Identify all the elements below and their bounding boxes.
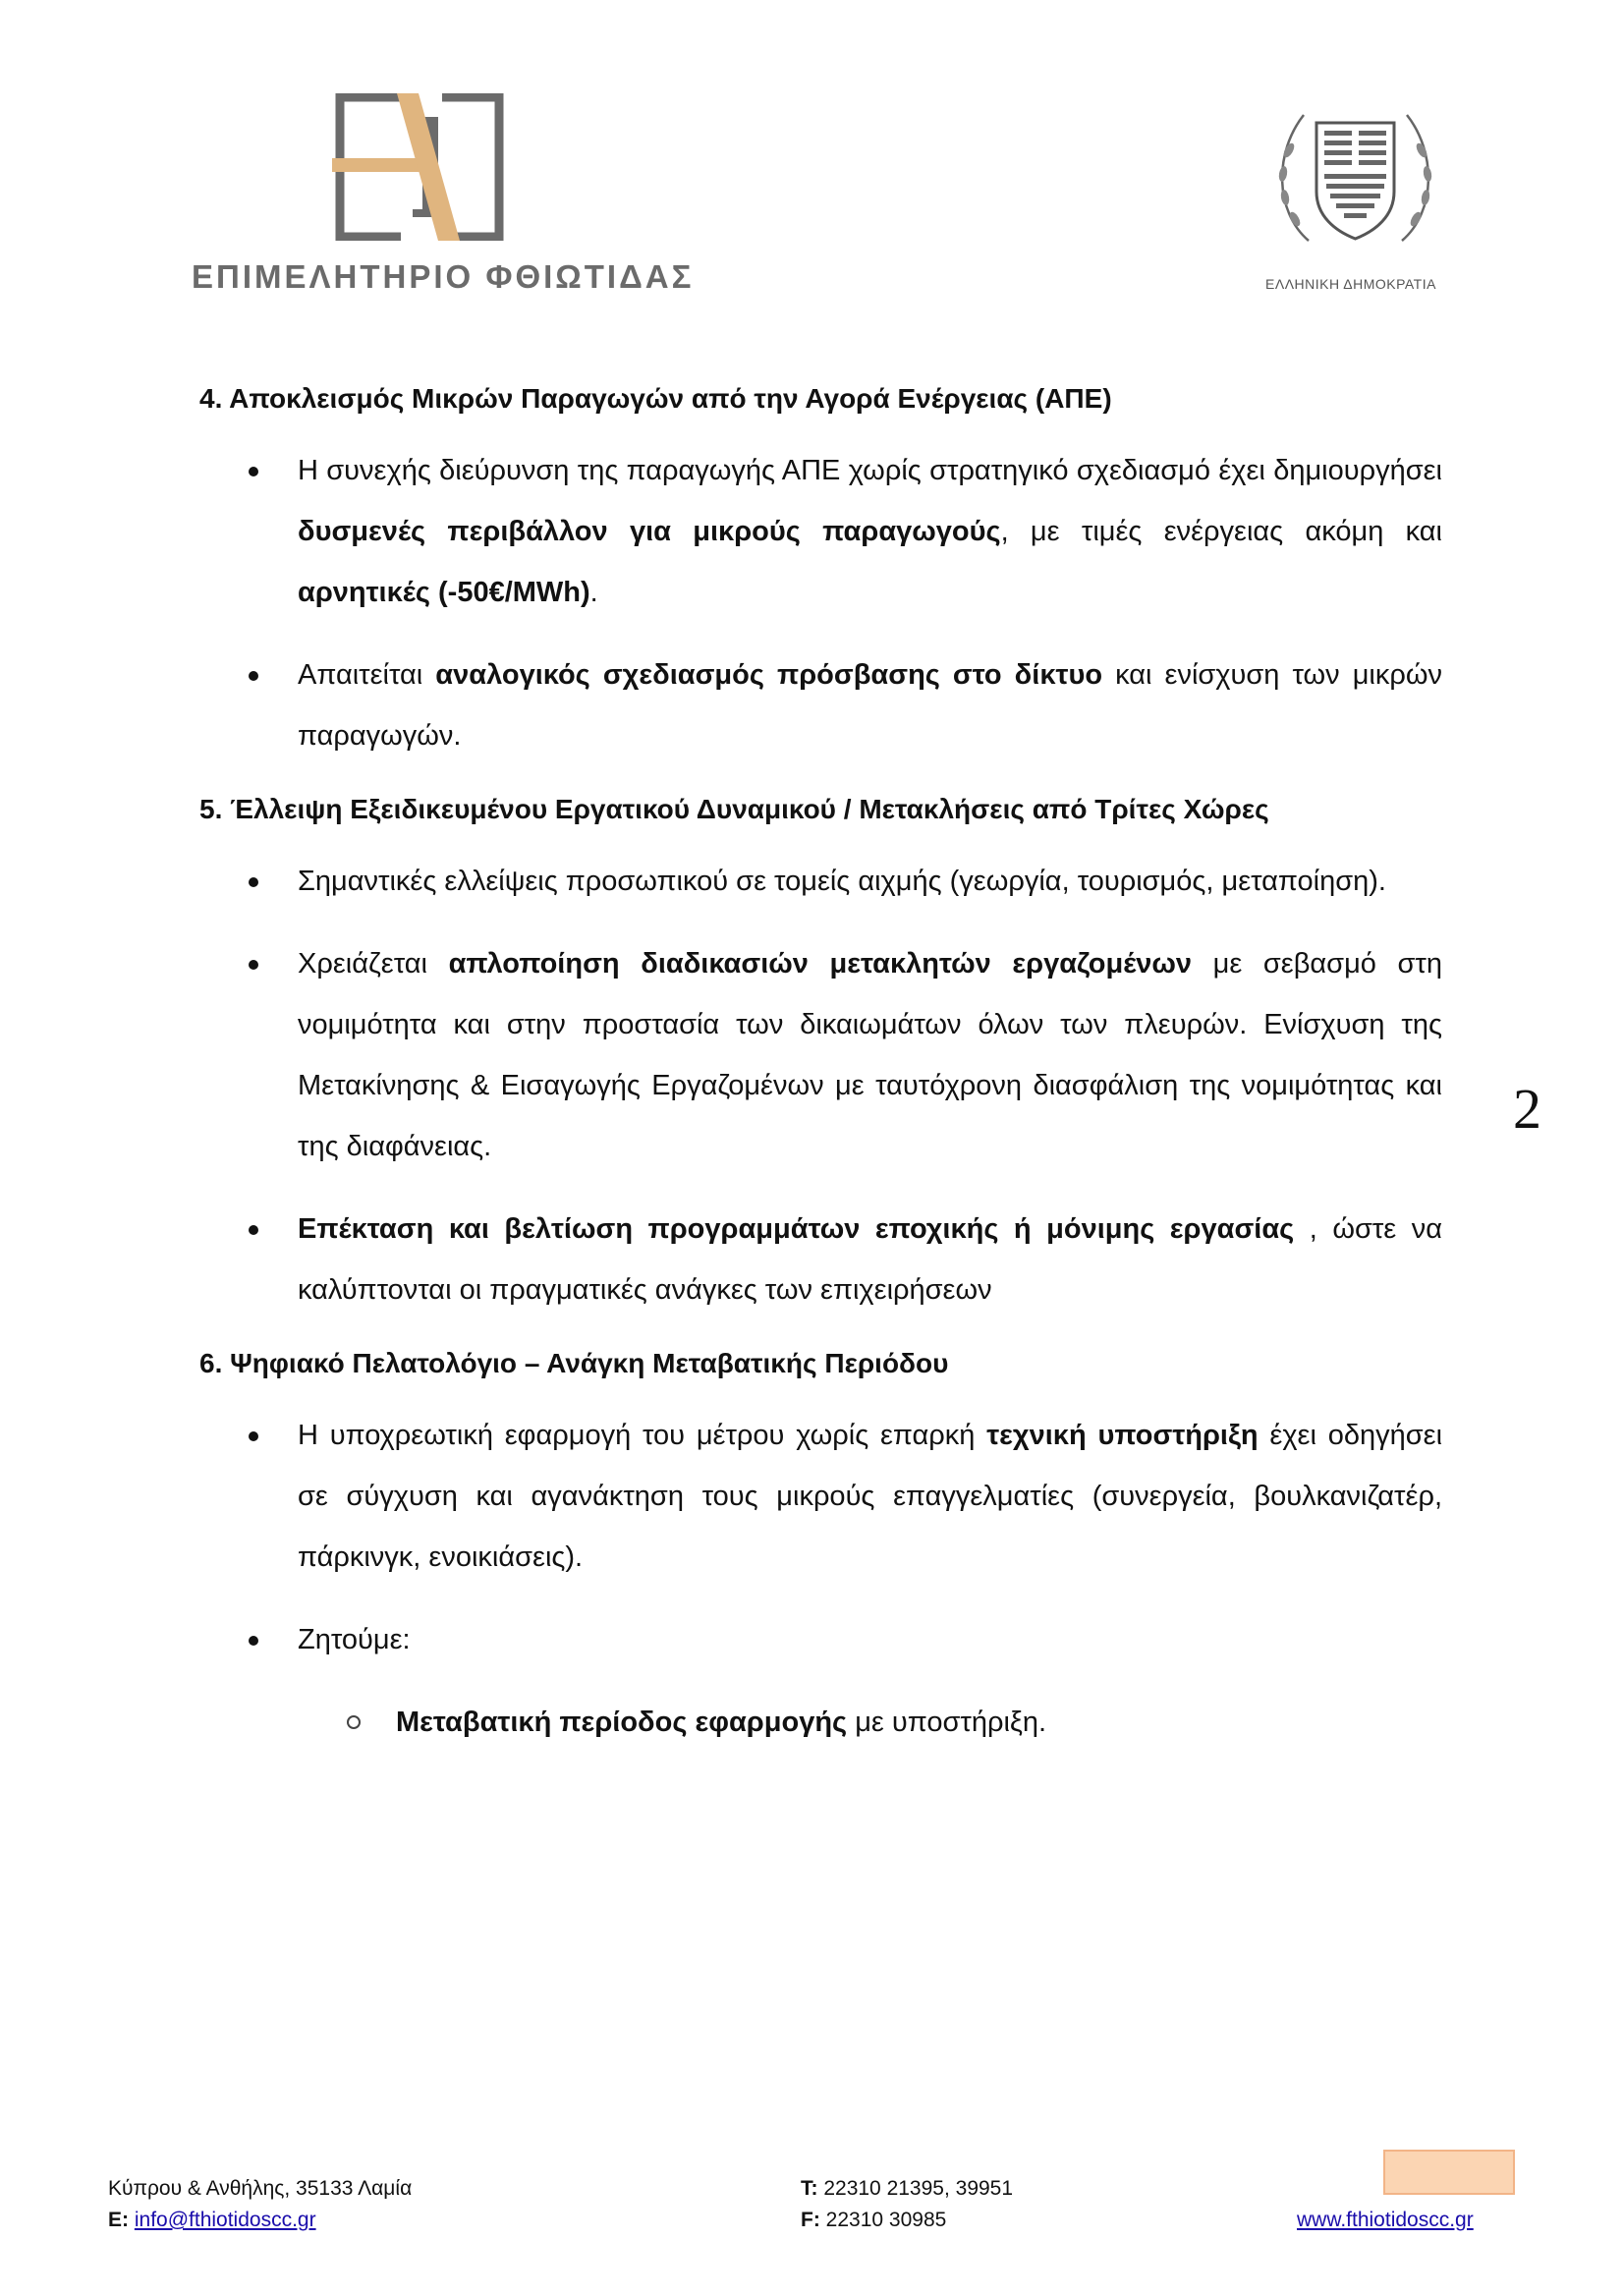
bullet-text: Απαιτείται bbox=[298, 659, 436, 691]
footer-website-block bbox=[1297, 2205, 1474, 2236]
phone-number: 22310 21395, 39951 bbox=[823, 2177, 1014, 2200]
chamber-name: ΕΠΙΜΕΛΗΤΗΡΙΟ ΦΘΙΩΤΙΔΑΣ bbox=[192, 258, 695, 295]
bullet-icon bbox=[249, 671, 258, 681]
document-body bbox=[199, 377, 1442, 1774]
bullet-text: , με τιμές ενέργειας ακόμη και bbox=[1000, 516, 1442, 547]
footer-address-block bbox=[108, 2173, 412, 2236]
footer-fax-line bbox=[801, 2205, 1013, 2236]
list-item bbox=[199, 1609, 1442, 1670]
bullet-text: Σημαντικές ελλείψεις προσωπικού σε τομείς αιχμής (γεωργία, τουρισμός, μεταποίηση). bbox=[298, 866, 1386, 897]
list-item bbox=[199, 851, 1442, 912]
page-number: 2 bbox=[1513, 1077, 1541, 1141]
bullet-icon bbox=[249, 1225, 258, 1235]
list-item bbox=[199, 1405, 1442, 1588]
bullet-text: . bbox=[589, 577, 598, 608]
bullet-bold-text: αναλογικός σχεδιασμός πρόσβασης στο δίκτυο bbox=[435, 659, 1103, 691]
greek-republic-emblem bbox=[1253, 93, 1449, 305]
bullet-icon bbox=[249, 1636, 258, 1646]
bullet-text: , ώστε να καλύπτονται οι πραγματικές ανάγκες των επιχειρήσεων bbox=[298, 1213, 1443, 1306]
fax-number: 22310 30985 bbox=[825, 2209, 947, 2231]
bullet-bold-text: αρνητικές (-50€/MWh) bbox=[298, 577, 590, 608]
bullet-text: Η υποχρεωτική εφαρμογή του μέτρου χωρίς επαρκή bbox=[298, 1420, 987, 1451]
bullet-bold-text: Μεταβατική περίοδος εφαρμογής bbox=[396, 1707, 848, 1738]
bullet-bold-text: απλοποίηση διαδικασιών μετακλητών εργαζομένων bbox=[448, 948, 1193, 980]
bullet-icon bbox=[249, 467, 258, 476]
bullet-bold-text: τεχνική υποστήριξη bbox=[986, 1420, 1259, 1451]
bullet-text: Ζητούμε: bbox=[298, 1624, 411, 1655]
section-heading-4: 4. Αποκλεισμός Μικρών Παραγωγών από την Αγορά Ενέργειας (ΑΠΕ) bbox=[199, 383, 1112, 414]
bullet-icon bbox=[249, 1431, 258, 1441]
bullet-text: Η συνεχής διεύρυνση της παραγωγής ΑΠΕ χωρίς στρατηγικό σχεδιασμό έχει δημιουργήσει bbox=[298, 455, 1442, 486]
bullet-text: με υποστήριξη. bbox=[847, 1707, 1047, 1738]
hollow-bullet-icon bbox=[347, 1715, 361, 1729]
footer-address: Κύπρου & Ανθήλης, 35133 Λαμία bbox=[108, 2177, 413, 2200]
bullet-text: και ενίσχυση των μικρών παραγωγών. bbox=[298, 659, 1442, 752]
section-heading-6: 6. Ψηφιακό Πελατολόγιο – Ανάγκη Μεταβατικής Περιόδου bbox=[199, 1348, 949, 1378]
bullet-text: με σεβασμό στη νομιμότητα και στην προστασία των δικαιωμάτων όλων των πλευρών. Ενίσχυση της Μετακίνησης & Εισαγωγής Εργαζομένων με ταυτόχρονη διασφάλιση της νομιμότητας και της διαφάνειας. bbox=[298, 948, 1442, 1162]
chamber-logo-icon bbox=[332, 93, 505, 241]
sub-list-item bbox=[199, 1692, 1442, 1753]
bullet-bold-text: Επέκταση και βελτίωση προγραμμάτων εποχικής ή μόνιμης εργασίας bbox=[298, 1213, 1295, 1245]
coat-of-arms-icon bbox=[1269, 93, 1441, 258]
section-5-list bbox=[199, 851, 1442, 1320]
website-link[interactable]: www.fthiotidoscc.gr bbox=[1297, 2209, 1474, 2231]
footer-contact-block bbox=[801, 2173, 1013, 2236]
footer-phone-line bbox=[801, 2173, 1013, 2205]
footer-accent-box bbox=[1383, 2150, 1515, 2195]
republic-label: ΕΛΛΗΝΙΚΗ ΔΗΜΟΚΡΑΤΙΑ bbox=[1265, 276, 1436, 292]
bullet-bold-text: δυσμενές περιβάλλον για μικρούς παραγωγούς bbox=[298, 516, 1001, 547]
list-item bbox=[199, 1199, 1442, 1320]
page-footer bbox=[0, 2161, 1623, 2250]
email-label: E: bbox=[108, 2209, 129, 2231]
phone-label: T: bbox=[801, 2177, 818, 2200]
chamber-logo bbox=[192, 93, 695, 309]
list-item bbox=[199, 440, 1442, 623]
bullet-text: Χρειάζεται bbox=[298, 948, 449, 980]
bullet-text: έχει οδηγήσει σε σύγχυση και αγανάκτηση τους μικρούς επαγγελματίες (συνεργεία, βουλκανιζατέρ, πάρκινγκ, ενοικιάσεις). bbox=[298, 1420, 1443, 1573]
footer-email-line bbox=[108, 2205, 412, 2236]
list-item bbox=[199, 644, 1442, 766]
bullet-icon bbox=[249, 960, 258, 970]
list-item bbox=[199, 933, 1442, 1177]
section-6-list bbox=[199, 1405, 1442, 1753]
section-heading-5: 5. Έλλειψη Εξειδικευμένου Εργατικού Δυναμικού / Μετακλήσεις από Τρίτες Χώρες bbox=[199, 794, 1269, 824]
email-link[interactable]: info@fthiotidoscc.gr bbox=[134, 2209, 316, 2231]
section-4-list bbox=[199, 440, 1442, 766]
fax-label: F: bbox=[801, 2209, 820, 2231]
bullet-icon bbox=[249, 877, 258, 887]
